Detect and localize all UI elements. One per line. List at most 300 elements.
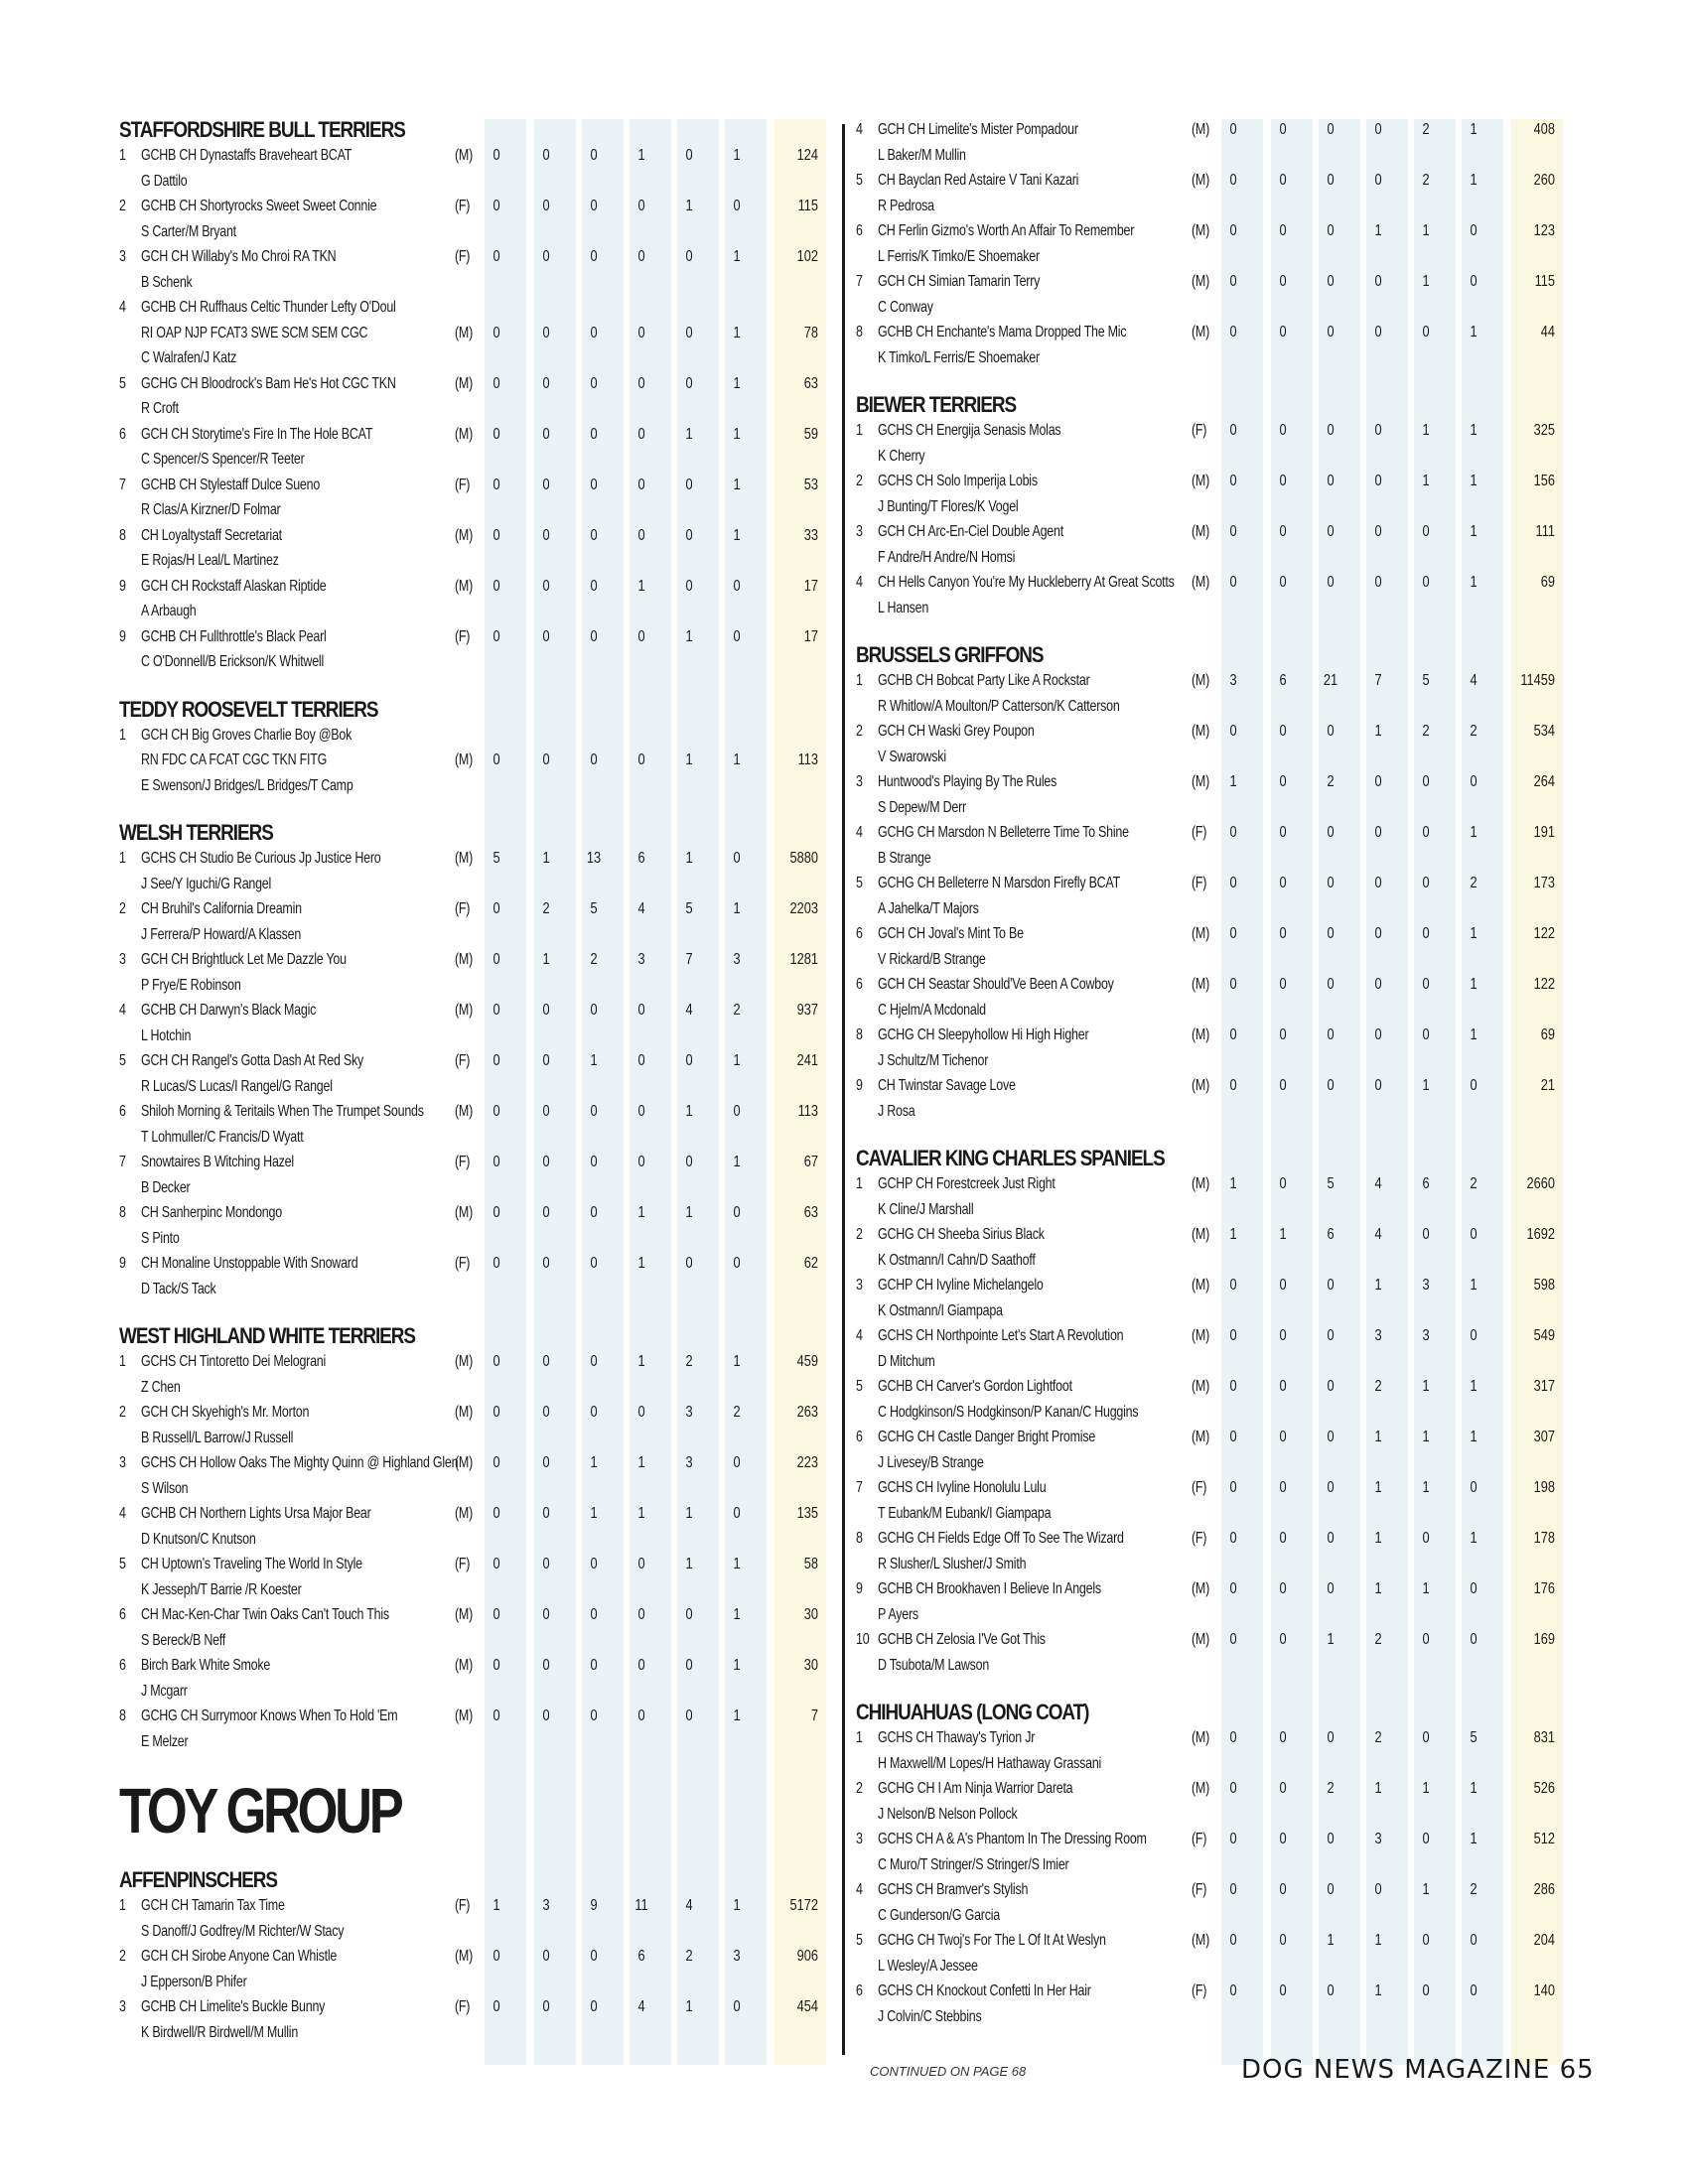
stat-value: 0 [492,1556,500,1572]
entry-rank: 7 [119,476,126,493]
dog-sex: (F) [455,1998,471,2015]
breed-section [119,1776,814,1845]
stat-value: 2 [685,1353,693,1370]
stat-value: 1 [733,1154,741,1170]
stat-value: 1 [733,1606,741,1623]
points-total: 408 [1533,121,1555,138]
dog-owners: P Frye/E Robinson [141,976,241,994]
entry-rank: 9 [119,577,126,595]
entry-rank: 1 [856,1729,863,1746]
owner-line [856,1197,1551,1223]
points-total: 115 [1534,273,1555,290]
stat-value: 0 [492,627,500,645]
entry-rank: 5 [856,1932,863,1949]
dog-owners: Z Chen [141,1378,181,1396]
dog-owners: R Croft [141,400,179,417]
stat-value: 0 [733,627,741,645]
owner-line [856,795,1551,821]
stat-value: 0 [1374,523,1382,540]
dog-owners: K Timko/L Ferris/E Shoemaker [878,348,1040,366]
entry-rank: 10 [856,1631,870,1648]
breed-heading: CAVALIER KING CHARLES SPANIELS [856,1146,1165,1170]
breed-section [119,117,818,675]
stat-value: 0 [1327,1378,1335,1395]
stat-value: 3 [1422,1277,1430,1294]
stat-value: 1 [1374,1277,1382,1294]
stat-value: 0 [1470,1479,1477,1496]
dog-name: GCH CH Skyehigh's Mr. Morton [141,1404,310,1421]
stat-value: 0 [1279,1729,1287,1746]
stat-value: 0 [1279,1780,1287,1797]
stat-value: 2 [1470,875,1477,891]
stat-value: 0 [492,526,500,544]
stat-value: 0 [1327,1077,1335,1094]
entry-line [856,1425,1555,1450]
owner-line [119,922,814,948]
entry-rank: 4 [856,1881,863,1898]
dog-name: GCHS CH Studio Be Curious Jp Justice Hero [141,850,381,867]
points-total: 178 [1533,1530,1555,1547]
dog-entry [856,1576,1555,1627]
owner-line [856,1653,1551,1679]
owner-line [856,947,1551,973]
entry-line [856,1073,1555,1099]
dog-entry [856,1725,1555,1776]
stat-value: 0 [1229,523,1237,540]
dog-owners: R Pedrosa [878,197,934,214]
dog-entry [119,1251,818,1301]
dog-owners: J Rosa [878,1102,915,1120]
points-total: 198 [1533,1479,1555,1496]
dog-owners: L Hotchin [141,1026,192,1044]
stat-value: 0 [492,1998,500,2015]
entry-rank: 6 [119,1103,126,1120]
stat-value: 0 [637,1404,645,1421]
dog-sex: (M) [455,1353,474,1370]
stat-value: 1 [733,526,741,544]
stat-value: 1 [637,1505,645,1522]
dog-entry [856,1776,1555,1827]
owner-line [856,1954,1551,1979]
owner-line [119,1919,814,1945]
dog-entry [856,972,1555,1023]
stat-value: 0 [637,425,645,443]
entry-rank: 6 [856,1429,863,1445]
entry-line [119,1048,818,1074]
stat-value: 0 [492,1707,500,1724]
stat-value: 1 [637,1204,645,1221]
dog-entry [856,1374,1555,1425]
owner-line [856,194,1551,219]
stat-value: 0 [1279,773,1287,790]
stat-value: 2 [1422,723,1430,740]
stat-value: 0 [542,751,550,768]
stat-value: 0 [542,1052,550,1069]
breed-section [856,392,1555,620]
entry-line [856,719,1555,745]
dog-name: GCHB CH Limelite's Buckle Bunny [141,1998,326,2015]
owner-line [856,1048,1551,1074]
dog-sex: (M) [1192,574,1210,591]
stat-value: 0 [637,1606,645,1623]
dog-entry [119,244,818,295]
stat-value: 0 [590,1606,598,1623]
dog-owners: J Ferrera/P Howard/A Klassen [141,925,302,943]
stat-value: 0 [1374,1077,1382,1094]
stat-value: 3 [637,951,645,968]
entry-rank: 1 [119,726,126,744]
stat-value: 6 [1327,1226,1335,1243]
dog-entry [856,519,1555,570]
stat-value: 0 [1470,1077,1477,1094]
owner-line [119,497,814,523]
points-total: 1281 [789,951,818,968]
dog-sex: (M) [455,147,474,164]
owner-line [856,745,1551,770]
stat-value: 0 [733,850,741,867]
dog-entry [119,723,818,799]
dog-owners: C Hodgkinson/S Hodgkinson/P Kanan/C Huggins [878,1403,1139,1421]
stat-value: 0 [1279,1580,1287,1597]
owner-line [856,1751,1551,1777]
dog-name: GCHS CH Knockout Confetti In Her Hair [878,1982,1091,1999]
owner-line [856,444,1551,470]
owner-line [856,545,1551,571]
entry-line [856,320,1555,345]
stat-value: 0 [590,324,598,341]
dog-sex: (M) [455,1948,474,1965]
dog-name: CH Sanherpinc Mondongo [141,1204,282,1221]
stat-value: 0 [637,627,645,645]
entry-line [119,1653,818,1679]
entry-line [119,1450,818,1476]
stat-value: 0 [542,1505,550,1522]
entry-line [119,723,814,749]
dog-owners: D Mitchum [878,1352,935,1370]
dog-sex: (M) [455,1002,474,1019]
stat-value: 0 [492,374,500,392]
stat-value: 1 [1374,723,1382,740]
stat-value: 0 [1279,121,1287,138]
stat-value: 6 [1422,1175,1430,1192]
stat-value: 0 [637,374,645,392]
stat-value: 0 [590,1948,598,1965]
stat-value: 0 [542,1948,550,1965]
stat-value: 4 [1470,672,1477,689]
stat-value: 0 [1327,574,1335,591]
dog-owners: G Dattilo [141,172,188,190]
stat-value: 1 [1470,121,1477,138]
dog-sex: (F) [455,198,471,214]
points-total: 176 [1533,1580,1555,1597]
entry-line [856,1725,1555,1751]
dog-sex: (F) [455,627,471,645]
stat-value: 0 [1279,1327,1287,1344]
owner-line [856,494,1551,520]
stat-value: 0 [1327,1479,1335,1496]
entry-rank: 4 [856,121,863,138]
dog-name: GCHB CH Northern Lights Ursa Major Bear [141,1505,371,1522]
points-total: 191 [1533,824,1555,841]
entry-rank: 1 [856,672,863,689]
breed-section [119,1323,818,1754]
entry-rank: 9 [119,1255,126,1272]
points-total: 30 [803,1657,818,1674]
dog-sex: (M) [1192,121,1210,138]
stat-value: 0 [590,577,598,595]
owner-line [119,1125,814,1151]
stat-value: 4 [685,1897,693,1914]
dog-entry [856,1023,1555,1073]
stat-value: 5 [590,900,598,917]
dog-name: CH Bruhil's California Dreamin [141,900,302,917]
dog-owners: V Rickard/B Strange [878,950,986,968]
stat-value: 1 [1470,1831,1477,1847]
dog-owners: S Wilson [141,1479,189,1497]
dog-sex: (M) [455,1707,474,1724]
owner-line [856,846,1551,872]
dog-name: CH Ferlin Gizmo's Worth An Affair To Remember [878,222,1135,239]
stat-value: 0 [1229,1077,1237,1094]
dog-owners: L Wesley/A Jessee [878,1957,978,1975]
stat-value: 2 [542,900,550,917]
dog-owners: E Swenson/J Bridges/L Bridges/T Camp [141,776,353,794]
stat-value: 0 [1327,324,1335,341]
stat-value: 0 [1374,172,1382,189]
owner-line [856,1349,1551,1375]
stat-value: 1 [733,1052,741,1069]
entry-rank: 6 [856,1982,863,1999]
stat-value: 0 [542,198,550,214]
dog-owners: B Strange [878,849,931,867]
stat-value: 0 [590,1154,598,1170]
stat-value: 1 [1470,172,1477,189]
points-total: 2660 [1526,1175,1555,1192]
stat-value: 0 [733,1255,741,1272]
stat-value: 0 [1422,574,1430,591]
dog-name: GCH CH Tamarin Tax Time [141,1897,285,1914]
dog-owners: L Ferris/K Timko/E Shoemaker [878,247,1040,265]
dog-entry [119,1501,818,1552]
breed-heading: CHIHUAHUAS (LONG COAT) [856,1700,1089,1724]
stat-value: 0 [733,577,741,595]
page-footer: DOG NEWS MAGAZINE 65 [1241,2055,1595,2085]
owner-line [856,1298,1551,1324]
stat-value: 0 [492,248,500,265]
stat-value: 0 [492,198,500,214]
entry-line [856,1928,1555,1954]
stat-value: 1 [1470,1277,1477,1294]
dog-name: GCH CH Limelite's Mister Pompadour [878,121,1078,138]
stat-value: 0 [492,1454,500,1471]
dog-entry [119,473,818,523]
dog-sex: (M) [1192,1378,1210,1395]
dog-sex: (M) [455,1404,474,1421]
breed-heading: AFFENPINSCHERS [119,1867,278,1892]
dog-entry [119,998,818,1048]
entry-line [856,1877,1555,1903]
dog-entry [119,194,818,244]
points-total: 69 [1540,1026,1555,1043]
points-total: 113 [797,1103,818,1120]
owner-line [856,295,1551,321]
dog-entry [856,168,1555,218]
stat-value: 1 [1279,1226,1287,1243]
dog-entry [856,668,1555,719]
stat-value: 0 [1279,1378,1287,1395]
dog-name: GCHG CH I Am Ninja Warrior Dareta [878,1780,1073,1797]
dog-entry [119,1944,818,1994]
dog-owners: V Swarowski [878,748,946,765]
breed-section [856,1700,1555,2029]
stat-value: 4 [1374,1226,1382,1243]
entry-line [119,194,818,219]
dog-owners: K Cherry [878,447,925,465]
owner-line [119,1970,814,1995]
stat-value: 3 [685,1454,693,1471]
stat-value: 0 [1327,723,1335,740]
dog-owners: B Decker [141,1178,191,1196]
entry-rank: 6 [856,976,863,993]
stat-value: 0 [1422,875,1430,891]
dog-name: CH Bayclan Red Astaire V Tani Kazari [878,172,1079,189]
stat-value: 0 [1229,1026,1237,1043]
entry-rank: 8 [856,324,863,341]
dog-owners: C O'Donnell/B Erickson/K Whitwell [141,653,325,670]
entry-rank: 5 [856,875,863,891]
stat-value: 0 [1422,1729,1430,1746]
stat-value: 0 [1470,773,1477,790]
stat-value: 0 [590,198,598,214]
dog-sex: (M) [455,1505,474,1522]
stat-value: 0 [1327,925,1335,942]
entry-line [856,1374,1555,1400]
dog-owners: C Conway [878,298,933,316]
stat-value: 0 [492,1103,500,1120]
stat-value: 0 [1229,1429,1237,1445]
stat-value: 0 [1229,925,1237,942]
stat-value: 1 [1422,422,1430,439]
stat-value: 0 [492,1002,500,1019]
entry-rank: 2 [856,1226,863,1243]
dog-entry [856,570,1555,620]
dog-sex: (F) [1192,824,1207,841]
stat-value: 0 [590,1404,598,1421]
owner-line [856,1852,1551,1878]
stat-value: 0 [492,1204,500,1221]
points-total: 260 [1533,172,1555,189]
stat-value: 1 [685,751,693,768]
owner-line [856,596,1551,621]
dog-sex: (F) [1192,1982,1207,1999]
stat-value: 0 [1374,324,1382,341]
stat-value: 0 [1327,121,1335,138]
points-total: 156 [1533,473,1555,489]
stat-value: 0 [1279,222,1287,239]
dog-entry [856,1425,1555,1475]
stat-value: 1 [733,374,741,392]
entry-line [856,871,1555,896]
dog-sex: (M) [1192,672,1210,689]
stat-value: 0 [1327,824,1335,841]
points-total: 17 [803,577,818,595]
stat-value: 0 [542,1002,550,1019]
entry-line [856,418,1555,444]
stat-value: 2 [685,1948,693,1965]
dog-name: GCHS CH Solo Imperija Lobis [878,473,1038,489]
entry-line [119,1704,818,1729]
owner-line [856,2004,1551,2030]
stat-value: 0 [1279,1982,1287,1999]
entry-rank: 5 [856,172,863,189]
owner-line [856,896,1551,922]
stat-value: 0 [542,1255,550,1272]
stat-value: 0 [1374,925,1382,942]
owner-line [119,1476,814,1502]
dog-sex: (M) [455,1204,474,1221]
owner-line [119,1577,814,1603]
entry-line [856,1627,1555,1653]
stat-value: 0 [685,1606,693,1623]
stat-value: 0 [492,1404,500,1421]
dog-owners: A Arbaugh [141,603,197,619]
dog-entry [119,1893,818,1944]
dog-owners: R Clas/A Kirzner/D Folmar [141,501,281,518]
stat-value: 0 [492,476,500,493]
dog-sex: (M) [1192,222,1210,239]
stat-value: 2 [1327,773,1335,790]
stat-value: 0 [492,951,500,968]
stat-value: 0 [1229,172,1237,189]
dog-entry [856,1979,1555,2029]
dog-entry [856,871,1555,921]
dog-name: GCH CH Brightluck Let Me Dazzle You [141,951,347,968]
dog-sex: (F) [1192,1881,1207,1898]
entry-rank: 7 [856,273,863,290]
points-total: 204 [1533,1932,1555,1949]
stat-value: 0 [542,147,550,164]
stat-value: 0 [542,577,550,595]
listing-flow [856,117,1555,2051]
stat-value: 1 [1374,222,1382,239]
entry-rank: 5 [856,1378,863,1395]
dog-entry [856,1526,1555,1576]
dog-entry [856,719,1555,769]
dog-name: GCHS CH Ivyline Honolulu Lulu [878,1479,1047,1496]
points-total: 317 [1533,1378,1555,1395]
continued-note: CONTINUED ON PAGE 68 [870,2064,1027,2079]
stat-value: 1 [1327,1631,1335,1648]
stat-value: 0 [685,526,693,544]
points-total: 286 [1533,1881,1555,1898]
owner-line [119,219,814,245]
dog-sex: (M) [455,577,474,595]
owner-line [856,1602,1551,1628]
dog-sex: (F) [455,900,471,917]
entry-rank: 2 [119,198,126,214]
dog-entry [119,624,818,675]
stat-value: 1 [637,147,645,164]
dog-owners: B Russell/L Barrow/J Russell [141,1429,294,1446]
dog-name: GCHG CH Belleterre N Marsdon Firefly BCAT [878,875,1120,891]
dog-owners: J Mcgarr [141,1682,188,1700]
entry-rank: 1 [119,1897,126,1914]
stat-value: 0 [1229,976,1237,993]
entry-line [856,1023,1555,1048]
stat-value: 0 [492,1606,500,1623]
owner-line [856,143,1551,169]
stat-value: 2 [733,1002,741,1019]
